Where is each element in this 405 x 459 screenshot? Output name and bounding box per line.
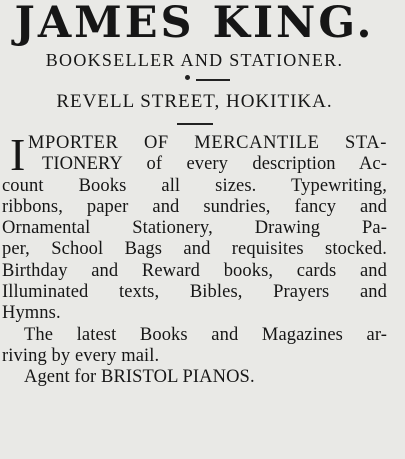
ornament-divider (2, 71, 387, 89)
advert-body (2, 129, 387, 389)
body-line: TIONERY of every description Ac- (42, 154, 387, 175)
trade-description: BOOKSELLER AND STATIONER. (45, 50, 344, 70)
body-line: riving by every mail. (2, 345, 160, 366)
body-line: MPORTER OF MERCANTILE STA- (28, 133, 387, 153)
body-line: Ornamental Stationery, Drawing Pa- (2, 218, 387, 239)
drop-cap: I (10, 129, 26, 180)
body-line: ribbons, paper and sundries, fancy and (2, 196, 387, 217)
body-line: Agent for BRISTOL PIANOS. (24, 367, 255, 388)
body-line: Hymns. (2, 303, 61, 324)
ornament-dot (185, 75, 190, 80)
business-address: REVELL STREET, HOKITIKA. (56, 91, 333, 112)
body-line: Birthday and Reward books, cards and (2, 260, 387, 281)
ornament-dash (196, 79, 230, 81)
advertiser-name: JAMES KING. (14, 0, 375, 48)
body-line: per, School Bags and requisites stocked. (2, 239, 387, 260)
body-line: Illuminated texts, Bibles, Prayers and (2, 282, 387, 303)
body-line: The latest Books and Magazines ar- (24, 324, 387, 345)
body-line: count Books all sizes. Typewriting, (2, 175, 387, 196)
section-rule (177, 123, 213, 125)
